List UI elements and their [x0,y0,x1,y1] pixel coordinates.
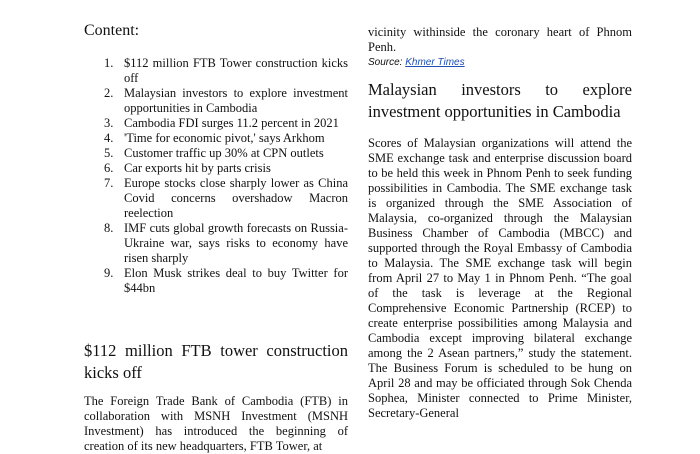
toc-number: 7. [104,176,114,190]
toc-number: 4. [104,131,114,145]
toc-text: Cambodia FDI surges 11.2 percent in 2021 [124,116,339,130]
toc-text: Europe stocks close sharply lower as China Covid concerns overshadow Macron reelection [124,176,348,220]
toc-text: Malaysian investors to explore investment opportunities in Cambodia [124,86,348,115]
section-title-malaysian: Malaysian investors to explore investment opportunities in Cambodia [368,80,632,121]
toc-text: IMF cuts global growth forecasts on Russia-Ukraine war, says risks to economy have risen sharply [124,221,348,265]
toc-item [84,176,348,221]
source-link[interactable]: Khmer Times [405,57,465,68]
toc-text: Elon Musk strikes deal to buy Twitter for $44bn [124,266,348,295]
toc-number: 8. [104,221,114,235]
toc-item [84,161,348,176]
toc-number: 3. [104,116,114,130]
toc-item [84,86,348,116]
toc-number: 2. [104,86,114,100]
toc-text: 'Time for economic pivot,' says Arkhom [124,131,325,145]
toc-text: Customer traffic up 30% at CPN outlets [124,146,324,160]
source-label: Source: [368,57,403,68]
toc-number: 9. [104,266,114,280]
toc-item [84,116,348,131]
toc-number: 1. [104,56,114,70]
section-title-ftb: $112 million FTB tower construction kicks off [84,341,348,382]
toc-text: $112 million FTB Tower construction kicks off [124,56,348,85]
content-heading: Content: [84,22,140,39]
toc-item [84,131,348,146]
continued-text: vicinity withinside the coronary heart of Phnom Penh. [368,25,632,54]
toc-number: 6. [104,161,114,175]
toc-text: Car exports hit by parts crisis [124,161,271,175]
toc-number: 5. [104,146,114,160]
toc-item [84,56,348,86]
table-of-contents [84,56,348,296]
section-body-ftb: The Foreign Trade Bank of Cambodia (FTB) in collaboration with MSNH Investment (MSNH Investment) has introduced the beginning of creation of its new headquarters, FTB Tower, at [84,394,348,453]
section-body-malaysian: Scores of Malaysian organizations will attend the SME exchange task and enterprise discussion board to be held this week in Phnom Penh to seek funding possibilities in Cambodia. The SME exchange task is organized through the SME Association of Malaysia, co-organized through the Malaysian Business Chamber of Cambodia (MBCC) and supported through the Royal Embassy of Cambodia to Malaysia. The SME exchange task will begin from April 27 to May 1 in Phnom Penh. “The goal of the task is leverage at the Regional Comprehensive Economic Partnership (RCEP) to create enterprise possibilities among Malaysia and Cambodia except improving bilateral exchange among the 2 Asean partners,” study the statement. The Business Forum is scheduled to be hung on April 28 and may be officiated through Sok Chenda Sophea, Minister connected to Prime Minister, Secretary-General [368,136,632,420]
toc-item [84,221,348,266]
toc-item [84,266,348,296]
toc-item [84,146,348,161]
source-line [368,57,465,68]
